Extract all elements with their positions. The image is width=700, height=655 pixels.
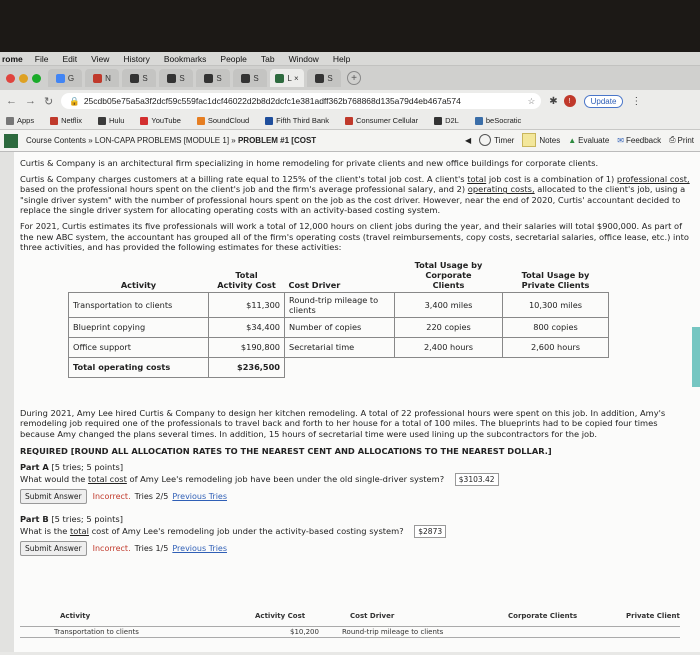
feedback-icon: ✉ bbox=[617, 135, 624, 145]
bookmarks-bar bbox=[0, 112, 700, 130]
problem-billing: Curtis & Company charges customers at a billing rate equal to 125% of the client's total job cost. A client's total job cost is a combination of 1) professional cost, based on the professional hours spent on the client's job and the firm's average professional salary, and 2) operating costs, allocated to the client's job, using a "single driver system" with the number of professional hours spent on the job as the cost driver. However, near the end of 2020, Curtis' accountant decided to replace the single driver system for allocating operating costs with an activity-based costing system. bbox=[20, 173, 690, 216]
browser-tab[interactable]: S bbox=[196, 69, 230, 87]
bookmark-youtube[interactable]: YouTube bbox=[140, 116, 180, 125]
menu-view[interactable]: View bbox=[91, 53, 110, 64]
url-input[interactable] bbox=[61, 93, 541, 109]
menu-file[interactable]: File bbox=[34, 53, 49, 64]
part-a-tries: Tries 2/5 bbox=[134, 491, 169, 501]
table-row: Blueprint copying $34,400 Number of copies 220 copies 800 copies bbox=[69, 317, 609, 337]
part-b-previous-tries-link[interactable]: Previous Tries bbox=[172, 543, 228, 553]
bookmark-soundcloud[interactable]: SoundCloud bbox=[197, 116, 249, 125]
menu-history[interactable]: History bbox=[123, 53, 150, 64]
col-private-usage: Total Usage by Private Clients bbox=[521, 269, 590, 290]
lock-icon: 🔒 bbox=[69, 95, 80, 106]
browser-tab[interactable]: S bbox=[307, 69, 341, 87]
google-icon bbox=[56, 74, 65, 83]
forward-icon[interactable]: → bbox=[25, 95, 36, 107]
partial-table: Activity Activity Cost Cost Driver Corporate Clients Private Client Transportation to clients $10,200 Round-trip mileage to clients bbox=[20, 612, 700, 652]
col-cost-driver: Cost Driver bbox=[288, 279, 341, 290]
bookmark-star-icon[interactable]: ☆ bbox=[527, 95, 536, 106]
menu-tab[interactable]: Tab bbox=[260, 53, 275, 64]
extension-icon[interactable]: ✱ bbox=[549, 95, 558, 107]
bookmark-hulu[interactable]: Hulu bbox=[98, 116, 124, 125]
reload-icon[interactable]: ↻ bbox=[44, 95, 54, 108]
maximize-window-icon[interactable] bbox=[32, 74, 41, 83]
bookmark-netflix[interactable]: Netflix bbox=[50, 116, 82, 125]
table-row: Office support $190,800 Secretarial time 2,400 hours 2,600 hours bbox=[69, 337, 609, 357]
menu-window[interactable]: Window bbox=[288, 53, 319, 64]
bookmark-consumer-cellular[interactable]: Consumer Cellular bbox=[345, 116, 418, 125]
besocratic-icon bbox=[475, 117, 483, 125]
photo-background bbox=[0, 0, 700, 52]
back-icon[interactable]: ← bbox=[6, 95, 17, 107]
browser-tab[interactable]: S bbox=[233, 69, 267, 87]
browser-tab[interactable]: N bbox=[85, 69, 119, 87]
problem-content bbox=[0, 152, 700, 652]
problem-estimates: For 2021, Curtis estimates its five professionals will work a total of 12,000 hours on client jobs during the year, and their salaries will total $900,000. As part of the new ABC system, the accountant has grouped all of the firm's operating costs (travel reimbursements, copy costs, secretarial salaries, office lease, etc.) into three activities, and has provided the following estimates for these activities: bbox=[20, 220, 689, 253]
cellular-icon bbox=[345, 117, 353, 125]
col-corporate-usage: Total Usage by Corporate Clients bbox=[414, 259, 483, 290]
required-heading: REQUIRED [ROUND ALL ALLOCATION RATES TO THE NEAREST CENT AND ALLOCATIONS TO THE NEAREST DOLLAR.] bbox=[20, 445, 552, 456]
part-a-status: Incorrect. bbox=[92, 491, 131, 501]
course-toolbar bbox=[0, 130, 700, 152]
menu-edit[interactable]: Edit bbox=[62, 53, 78, 64]
netflix-icon bbox=[50, 117, 58, 125]
more-menu-icon[interactable]: ⋮ bbox=[631, 95, 642, 107]
activity-table bbox=[68, 258, 609, 378]
part-b-submit-button[interactable]: Submit Answer bbox=[20, 541, 87, 556]
site-icon bbox=[241, 74, 250, 83]
notes-icon bbox=[522, 133, 536, 147]
course-home-icon[interactable] bbox=[4, 134, 18, 148]
table-row: Transportation to clients $10,200 Round-trip mileage to clients bbox=[20, 626, 680, 638]
part-b-status: Incorrect. bbox=[92, 543, 131, 553]
site-icon bbox=[315, 74, 324, 83]
bookmark-besocratic[interactable]: beSocratic bbox=[475, 116, 521, 125]
scroll-indicator[interactable] bbox=[692, 327, 700, 387]
print-button[interactable]: ⎙ Print bbox=[669, 135, 694, 145]
address-bar bbox=[0, 90, 700, 112]
part-a-submit-button[interactable]: Submit Answer bbox=[20, 489, 87, 504]
profile-icon[interactable]: ! bbox=[564, 95, 576, 107]
close-window-icon[interactable] bbox=[6, 74, 15, 83]
col-total-cost: Total Activity Cost bbox=[217, 269, 276, 290]
evaluate-icon: ▲ bbox=[568, 135, 577, 145]
close-tab-icon[interactable]: × bbox=[294, 73, 299, 83]
site-icon bbox=[167, 74, 176, 83]
part-a-answer-input[interactable]: $3103.42 bbox=[455, 473, 499, 486]
notes-button[interactable]: Notes bbox=[522, 133, 560, 147]
problem-intro: Curtis & Company is an architectural firm specializing in home remodeling for private clients and new office buildings for corporate clients. bbox=[20, 158, 599, 168]
minimize-window-icon[interactable] bbox=[19, 74, 28, 83]
part-b: Part B [5 tries; 5 points] What is the total cost of Amy Lee's remodeling job under the activity-based costing system? $2873 Submit Answer Incorrect. Tries 1/5 Previous Tries bbox=[20, 514, 690, 556]
apps-icon bbox=[6, 117, 14, 125]
bookmark-d2l[interactable]: D2L bbox=[434, 116, 459, 125]
page-left-edge bbox=[0, 152, 14, 652]
timer-icon bbox=[479, 134, 491, 146]
bookmark-fifth-third[interactable]: Fifth Third Bank bbox=[265, 116, 329, 125]
table-total-row: Total operating costs $236,500 bbox=[69, 357, 609, 377]
breadcrumb[interactable]: Course Contents » LON-CAPA PROBLEMS [MODULE 1] » PROBLEM #1 [COST bbox=[26, 136, 317, 145]
browser-window bbox=[0, 52, 700, 655]
app-name[interactable]: rome bbox=[2, 53, 23, 64]
bookmark-apps[interactable]: Apps bbox=[6, 116, 34, 125]
menu-help[interactable]: Help bbox=[332, 53, 351, 64]
print-icon: ⎙ bbox=[669, 135, 676, 144]
site-icon bbox=[204, 74, 213, 83]
evaluate-button[interactable]: ▲ Evaluate bbox=[568, 135, 610, 145]
col-activity: Activity bbox=[120, 279, 157, 290]
url-text: 25cdb05e75a5a3f2dcf59c559fac1dcf46022d2b8d2dcfc1e381adff362b768868d135a79d4eb467a574 bbox=[83, 96, 461, 106]
part-a: Part A [5 tries; 5 points] What would the total cost of Amy Lee's remodeling job have been under the old single-driver system? $3103.42 Submit Answer Incorrect. Tries 2/5 Previous Tries bbox=[20, 462, 690, 504]
part-b-tries: Tries 1/5 bbox=[134, 543, 169, 553]
netflix-icon bbox=[93, 74, 102, 83]
problem-job-details: During 2021, Amy Lee hired Curtis & Company to design her kitchen remodeling. A total of 22 professional hours were spent on this job. In addition, Amy's remodeling job required one of the professionals to travel back and forth to her house for a total of 100 miles. The blueprints had to be copied four times because Amy changed the plans several times. In addition, 15 hours of secretarial time were used lining up the subcontractors for the job. bbox=[20, 407, 666, 439]
bank-icon bbox=[265, 117, 273, 125]
update-button[interactable]: Update bbox=[584, 95, 624, 108]
menu-people[interactable]: People bbox=[220, 53, 247, 64]
d2l-icon bbox=[434, 117, 442, 125]
timer-button[interactable]: Timer bbox=[479, 134, 514, 146]
tab-strip bbox=[0, 66, 700, 90]
youtube-icon bbox=[140, 117, 148, 125]
site-icon bbox=[130, 74, 139, 83]
part-b-answer-input[interactable]: $2873 bbox=[414, 525, 446, 538]
table-row: Transportation to clients $11,300 Round-trip mileage to clients 3,400 miles 10,300 miles bbox=[69, 292, 609, 317]
browser-tab[interactable]: S bbox=[159, 69, 193, 87]
menu-bookmarks[interactable]: Bookmarks bbox=[163, 53, 207, 64]
feedback-button[interactable]: ✉ Feedback bbox=[617, 135, 662, 145]
browser-tab[interactable]: S bbox=[122, 69, 156, 87]
part-a-previous-tries-link[interactable]: Previous Tries bbox=[172, 491, 228, 501]
browser-tab[interactable]: G bbox=[48, 69, 82, 87]
loncapa-icon bbox=[275, 74, 284, 83]
browser-tab-active[interactable]: L × bbox=[270, 69, 304, 87]
soundcloud-icon bbox=[197, 117, 205, 125]
hulu-icon bbox=[98, 117, 106, 125]
os-menubar bbox=[0, 52, 700, 66]
collapse-arrow-icon[interactable]: ◀ bbox=[465, 135, 472, 145]
new-tab-icon[interactable]: + bbox=[347, 71, 361, 85]
